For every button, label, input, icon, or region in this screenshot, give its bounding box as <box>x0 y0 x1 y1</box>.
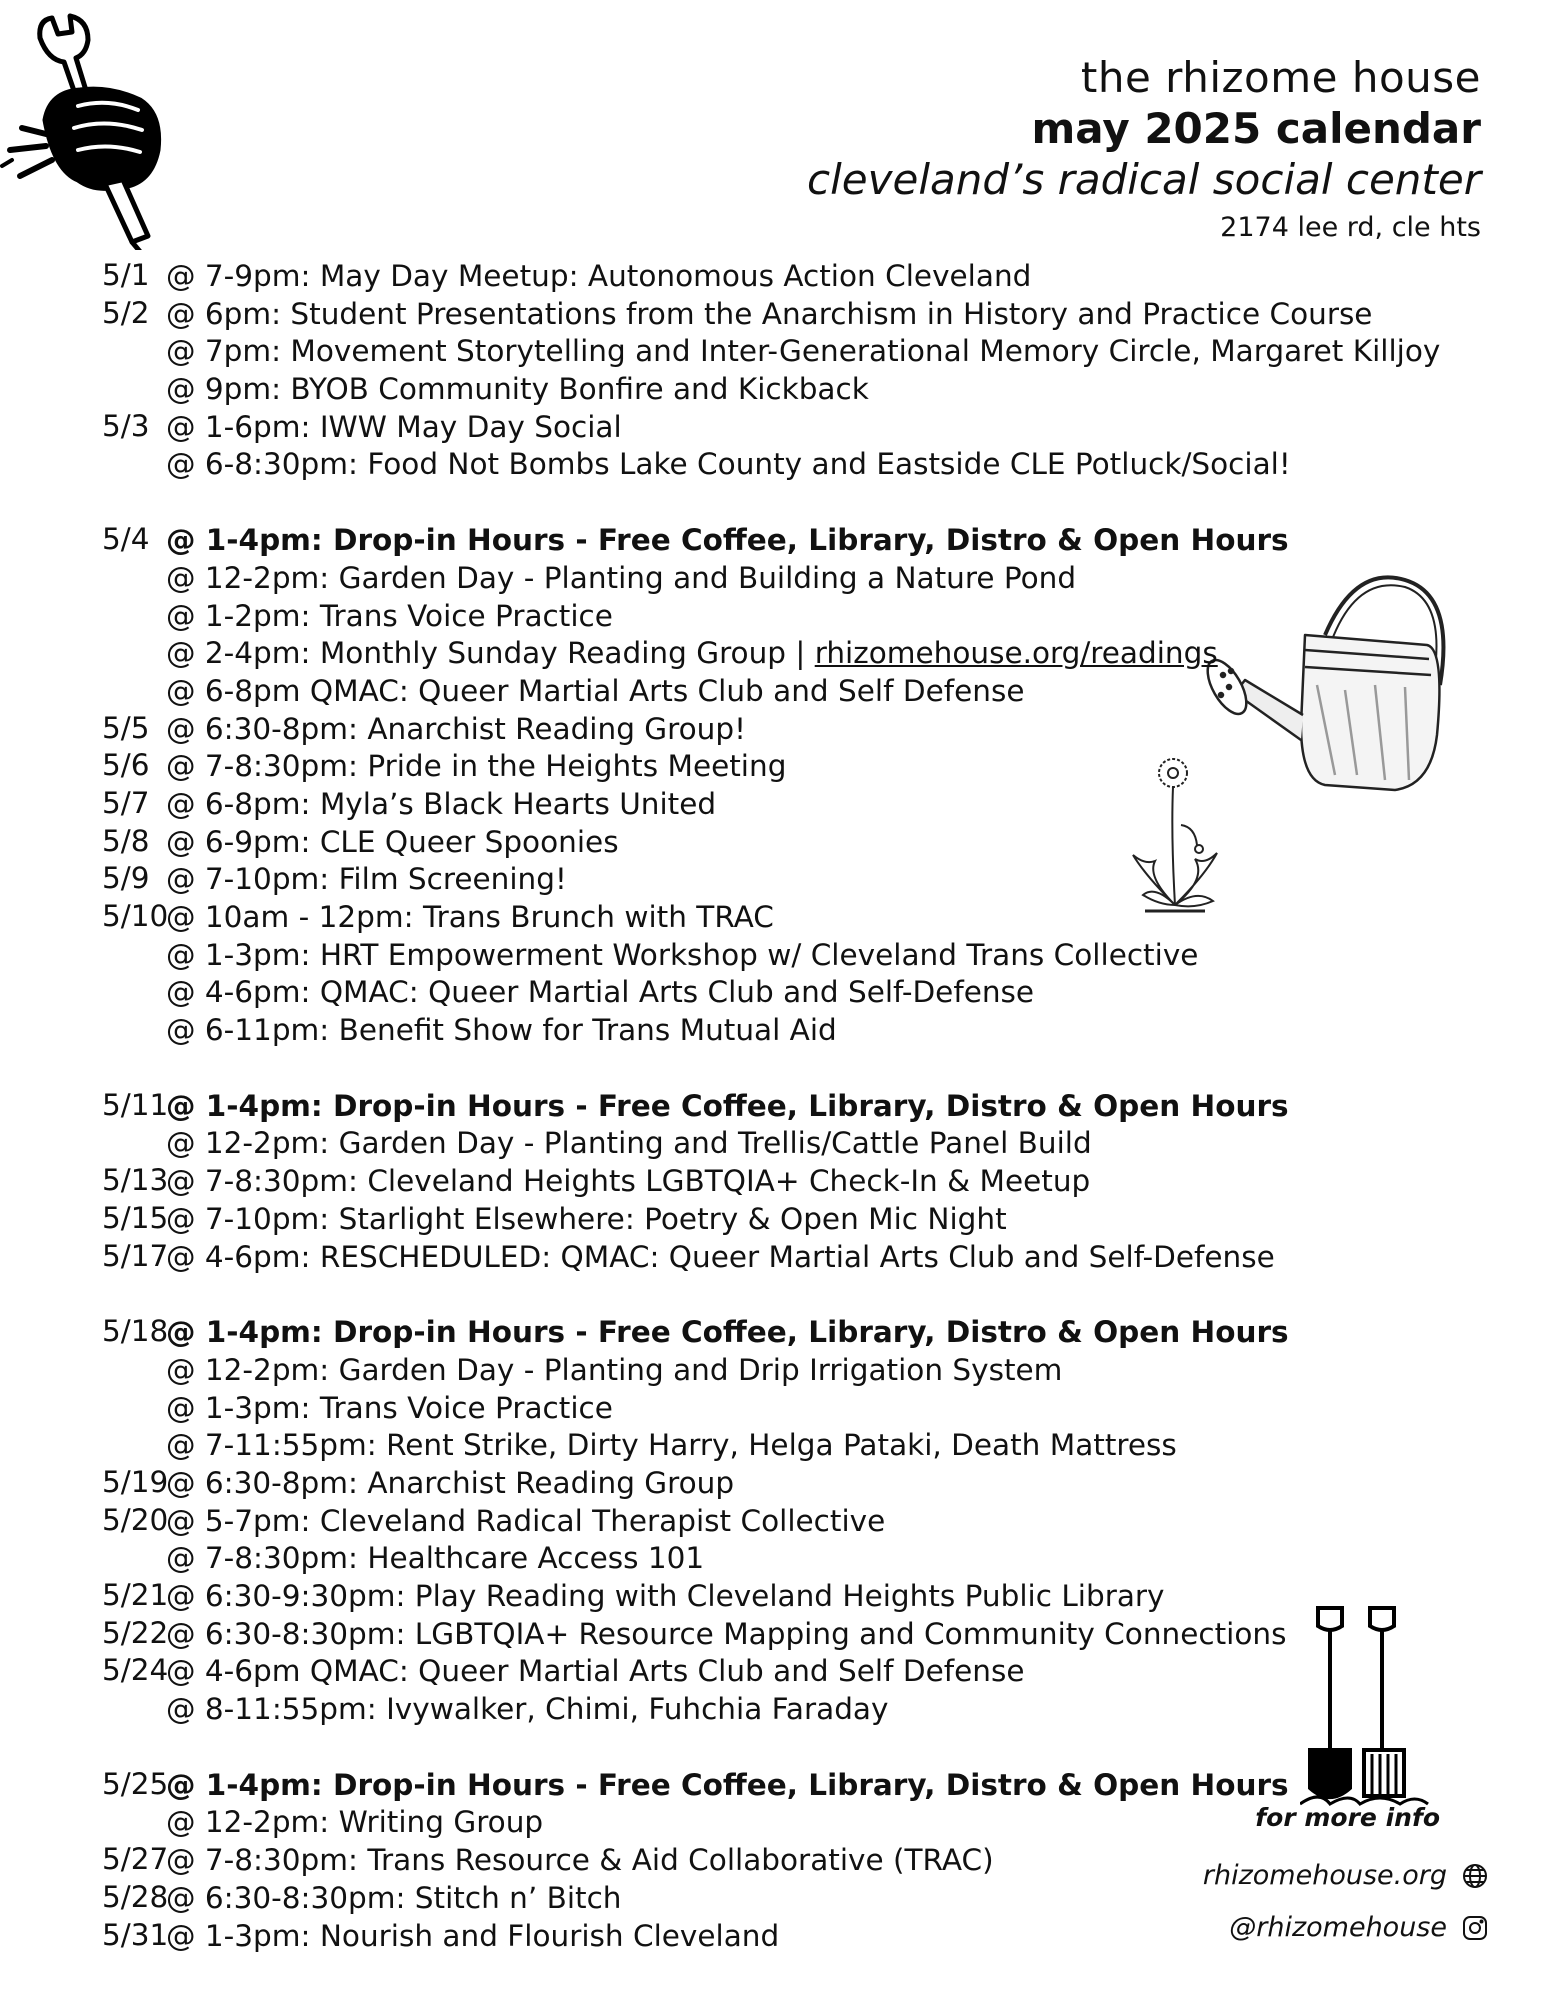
event-date: 5/24 <box>102 1653 169 1688</box>
event-date: 5/13 <box>102 1163 169 1198</box>
event-date: 5/8 <box>102 823 150 858</box>
day-events <box>166 1201 1322 1239</box>
day-block <box>102 1578 1322 1616</box>
instagram-icon <box>1461 1914 1489 1942</box>
day-events <box>166 1503 1322 1578</box>
day-events <box>166 1314 1322 1465</box>
event-item <box>166 522 1322 560</box>
event-item <box>166 748 1322 786</box>
event-item <box>166 1314 1322 1352</box>
event-text: @ 6-8pm QMAC: Queer Martial Arts Club and Self Defense <box>166 673 1025 708</box>
org-name: the rhizome house <box>1080 53 1481 102</box>
event-text: @ 1-4pm: Drop-in Hours - Free Coffee, Library, Distro & Open Hours <box>166 523 1289 558</box>
event-date: 5/28 <box>102 1879 169 1914</box>
event-date: 5/18 <box>102 1314 169 1349</box>
event-item <box>166 296 1440 334</box>
day-block <box>102 258 1322 296</box>
event-item <box>166 899 1322 937</box>
event-item <box>166 1503 1322 1541</box>
event-date: 5/27 <box>102 1842 169 1877</box>
event-text: @ 7-10pm: Starlight Elsewhere: Poetry & Open Mic Night <box>166 1201 1007 1236</box>
day-events <box>166 1616 1322 1654</box>
event-date: 5/2 <box>102 295 150 330</box>
day-events <box>166 1880 1322 1918</box>
website-contact[interactable] <box>1203 1860 1489 1891</box>
event-text: @ 6:30-8:30pm: LGBTQIA+ Resource Mapping and Community Connections <box>166 1616 1287 1651</box>
instagram-handle[interactable]: @rhizomehouse <box>1229 1912 1447 1943</box>
header <box>807 52 1481 245</box>
event-date: 5/5 <box>102 710 150 745</box>
event-text: @ 7-8:30pm: Cleveland Heights LGBTQIA+ Check-In & Meetup <box>166 1164 1091 1199</box>
event-date: 5/22 <box>102 1615 169 1650</box>
event-item <box>166 1616 1322 1654</box>
event-text: @ 4-6pm QMAC: Queer Martial Arts Club and Self Defense <box>166 1654 1025 1689</box>
day-events <box>166 258 1322 296</box>
event-item <box>166 333 1440 371</box>
day-block <box>102 1767 1322 1842</box>
event-text: @ 6-11pm: Benefit Show for Trans Mutual Aid <box>166 1013 837 1048</box>
event-date: 5/17 <box>102 1238 169 1273</box>
event-item <box>166 1653 1322 1691</box>
day-events <box>166 522 1322 710</box>
instagram-contact[interactable] <box>1229 1912 1489 1943</box>
event-item <box>166 1540 1322 1578</box>
event-date: 5/9 <box>102 861 150 896</box>
event-date: 5/21 <box>102 1578 169 1612</box>
day-events <box>166 1767 1322 1842</box>
event-item <box>166 1239 1322 1277</box>
event-text: @ 1-3pm: Trans Voice Practice <box>166 1390 613 1425</box>
event-item <box>166 1767 1322 1805</box>
event-text: @ 1-4pm: Drop-in Hours - Free Coffee, Library, Distro & Open Hours <box>166 1767 1289 1802</box>
day-block <box>102 1314 1322 1465</box>
address: 2174 lee rd, cle hts <box>1220 211 1481 243</box>
event-text: @ 12-2pm: Garden Day - Planting and Trellis/Cattle Panel Build <box>166 1126 1092 1161</box>
event-text: @ 6:30-9:30pm: Play Reading with Cleveland Heights Public Library <box>166 1579 1165 1613</box>
event-item <box>166 937 1322 975</box>
event-text: @ 2-4pm: Monthly Sunday Reading Group | <box>166 636 815 671</box>
fist-wrench-logo <box>0 10 175 250</box>
event-item <box>166 1201 1322 1239</box>
tagline: cleveland’s radical social center <box>807 155 1481 205</box>
event-date: 5/11 <box>102 1087 169 1122</box>
day-events <box>166 748 1322 786</box>
event-item <box>166 598 1322 636</box>
day-events <box>166 1918 1322 1956</box>
day-block <box>102 748 1322 786</box>
event-date: 5/19 <box>102 1464 169 1499</box>
event-item <box>166 1352 1322 1390</box>
event-item <box>166 446 1322 484</box>
day-block <box>102 786 1322 824</box>
event-item <box>166 1691 1322 1729</box>
day-events <box>166 1842 1322 1880</box>
event-item <box>166 974 1322 1012</box>
event-text: @ 1-3pm: HRT Empowerment Workshop w/ Cleveland Trans Collective <box>166 937 1199 972</box>
day-events <box>166 409 1322 484</box>
day-block <box>102 1239 1322 1277</box>
event-text: @ 6pm: Student Presentations from the Anarchism in History and Practice Course <box>166 296 1373 331</box>
day-block <box>102 824 1322 862</box>
event-item <box>166 371 1440 409</box>
event-item <box>166 1125 1322 1163</box>
calendar-title: may 2025 calendar <box>1031 104 1481 154</box>
event-text: @ 7-9pm: May Day Meetup: Autonomous Action Cleveland <box>166 259 1032 293</box>
day-block <box>102 1880 1322 1918</box>
event-text: @ 8-11:55pm: Ivywalker, Chimi, Fuhchia Faraday <box>166 1692 889 1727</box>
more-info-label: for more info <box>1255 1803 1440 1832</box>
event-date: 5/10 <box>102 899 169 933</box>
event-text: @ 1-3pm: Nourish and Flourish Cleveland <box>166 1918 780 1953</box>
event-text: @ 6-8:30pm: Food Not Bombs Lake County and Eastside CLE Potluck/Social! <box>166 447 1291 482</box>
event-text: @ 1-4pm: Drop-in Hours - Free Coffee, Library, Distro & Open Hours <box>166 1088 1289 1123</box>
event-item <box>166 635 1322 673</box>
event-text: @ 1-2pm: Trans Voice Practice <box>166 598 613 633</box>
event-item <box>166 1804 1322 1842</box>
event-item <box>166 258 1322 296</box>
event-date: 5/31 <box>102 1917 169 1952</box>
event-text: @ 7-8:30pm: Healthcare Access 101 <box>166 1541 705 1576</box>
event-item <box>166 1012 1322 1050</box>
event-text: @ 1-4pm: Drop-in Hours - Free Coffee, Library, Distro & Open Hours <box>166 1315 1289 1350</box>
event-date: 5/4 <box>102 522 150 557</box>
event-text: @ 7-11:55pm: Rent Strike, Dirty Harry, Helga Pataki, Death Mattress <box>166 1428 1177 1463</box>
event-item <box>166 824 1322 862</box>
event-date: 5/25 <box>102 1766 169 1801</box>
event-item <box>166 1390 1322 1428</box>
day-events <box>166 899 1322 1050</box>
event-item <box>166 1880 1322 1918</box>
event-date: 5/20 <box>102 1502 169 1537</box>
day-events <box>166 711 1322 749</box>
day-block <box>102 1163 1322 1201</box>
event-text: @ 9pm: BYOB Community Bonfire and Kickback <box>166 372 869 407</box>
event-text: @ 12-2pm: Writing Group <box>166 1805 544 1840</box>
day-block <box>102 522 1322 710</box>
event-item <box>166 711 1322 749</box>
event-date: 5/7 <box>102 785 150 820</box>
event-item <box>166 1465 1322 1503</box>
readings-link[interactable]: rhizomehouse.org/readings <box>814 636 1218 671</box>
event-text: @ 6:30-8pm: Anarchist Reading Group! <box>166 711 746 746</box>
event-date: 5/15 <box>102 1200 169 1235</box>
event-text: @ 6:30-8pm: Anarchist Reading Group <box>166 1465 735 1500</box>
day-events <box>166 786 1322 824</box>
event-text: @ 5-7pm: Cleveland Radical Therapist Collective <box>166 1503 886 1538</box>
event-text: @ 7-8:30pm: Pride in the Heights Meeting <box>166 749 787 784</box>
day-events <box>166 861 1322 899</box>
event-text: @ 6-8pm: Myla’s Black Hearts United <box>166 786 717 821</box>
event-item <box>166 1842 1322 1880</box>
day-events <box>166 1653 1322 1728</box>
day-block <box>102 295 1441 409</box>
day-events <box>166 824 1322 862</box>
event-text: @ 6-9pm: CLE Queer Spoonies <box>166 824 619 859</box>
event-date: 5/1 <box>102 258 150 292</box>
day-block <box>102 899 1322 1050</box>
day-events <box>166 1465 1322 1503</box>
event-item <box>166 1918 1322 1956</box>
day-block <box>102 409 1322 484</box>
event-text: @ 12-2pm: Garden Day - Planting and Building a Nature Pond <box>166 560 1077 595</box>
event-item <box>166 409 1322 447</box>
event-text: @ 6:30-8:30pm: Stitch n’ Bitch <box>166 1880 622 1915</box>
day-block <box>102 1465 1322 1503</box>
event-item <box>166 560 1322 598</box>
day-block <box>102 1088 1322 1163</box>
website-link[interactable]: rhizomehouse.org <box>1202 1860 1447 1891</box>
day-block <box>102 1918 1322 1956</box>
event-item <box>166 1088 1322 1126</box>
event-item <box>166 1163 1322 1201</box>
day-events <box>166 296 1440 409</box>
event-item <box>166 1427 1322 1465</box>
day-block <box>102 1616 1322 1654</box>
event-date: 5/3 <box>102 408 150 443</box>
globe-icon <box>1461 1862 1489 1890</box>
day-events <box>166 1163 1322 1201</box>
day-block <box>102 711 1322 749</box>
event-item <box>166 673 1322 711</box>
event-item <box>166 1578 1322 1616</box>
event-item <box>166 861 1322 899</box>
day-block <box>102 1201 1322 1239</box>
shovels-illustration <box>1300 1600 1430 1810</box>
event-text: @ 4-6pm: QMAC: Queer Martial Arts Club and Self-Defense <box>166 975 1035 1010</box>
day-block <box>102 1503 1322 1578</box>
day-block <box>102 1842 1322 1880</box>
event-text: @ 12-2pm: Garden Day - Planting and Drip Irrigation System <box>166 1352 1063 1387</box>
event-date: 5/6 <box>102 748 150 783</box>
day-events <box>166 1239 1322 1277</box>
event-text: @ 10am - 12pm: Trans Brunch with TRAC <box>166 900 774 934</box>
event-text: @ 7-8:30pm: Trans Resource & Aid Collaborative (TRAC) <box>166 1843 994 1878</box>
event-text: @ 4-6pm: RESCHEDULED: QMAC: Queer Martial Arts Club and Self-Defense <box>166 1239 1275 1274</box>
day-block <box>102 861 1322 899</box>
event-item <box>166 786 1322 824</box>
event-text: @ 1-6pm: IWW May Day Social <box>166 409 622 444</box>
day-events <box>166 1578 1322 1616</box>
event-text: @ 7pm: Movement Storytelling and Inter-Generational Memory Circle, Margaret Killjoy <box>166 334 1441 369</box>
day-events <box>166 1088 1322 1163</box>
day-block <box>102 1653 1322 1728</box>
event-text: @ 7-10pm: Film Screening! <box>166 862 567 897</box>
